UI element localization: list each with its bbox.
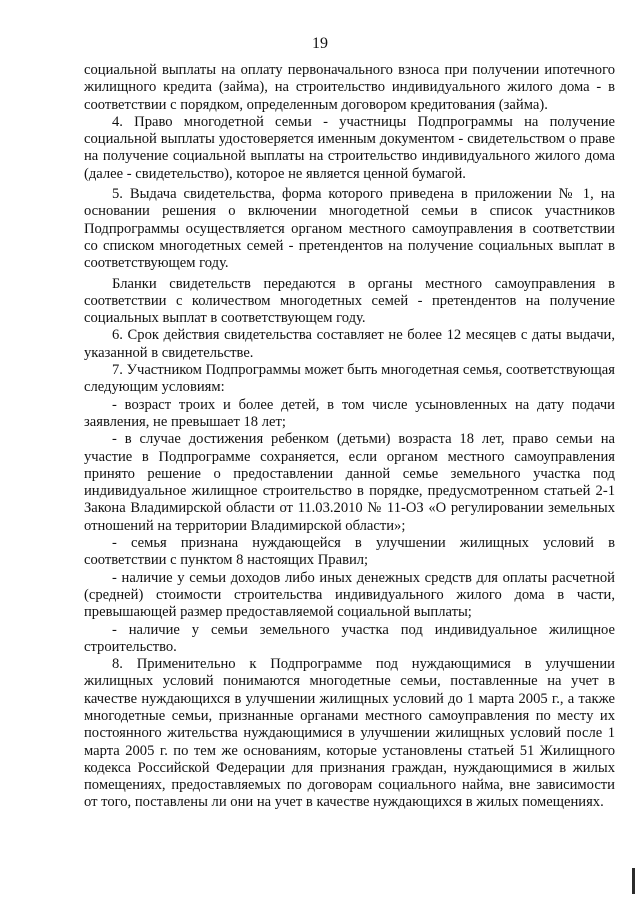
paragraph-item-5: 5. Выдача свидетельства, форма которого приведена в приложении № 1, на основании решения о включении многодетной семьи в список участников Подпрограммы осуществляется органом местного самоуправления в соответствии со списком многодетных семей - претендентов на получение социальных выплат в соответствующем году. [84, 186, 615, 272]
list-item-income: - наличие у семьи доходов либо иных денежных средств для оплаты расчетной (средней) стоимости строительства индивидуального жилого дома в части, превышающей размер предоставляемой социальной выплаты; [84, 569, 615, 621]
document-body [84, 62, 615, 812]
paragraph-item-8: 8. Применительно к Подпрограмме под нуждающимися в улучшении жилищных условий понимаются многодетные семьи, поставленные на учет в качестве нуждающихся в улучшении жилищных условий до 1 марта 2005 г., а также многодетные семьи, признанные органами местного самоуправления по месту их постоянного жительства нуждающимися в улучшении жилищных условий после 1 марта 2005 г. по тем же основаниям, которые установлены статьей 51 Жилищного кодекса Российской Федерации для признания граждан, нуждающимися в жилых помещениях, предоставляемых по договорам социального найма, вне зависимости от того, поставлены ли они на учет в качестве нуждающихся в жилых помещениях. [84, 656, 615, 811]
paragraph-item-7: 7. Участником Подпрограммы может быть многодетная семья, соответствующая следующим условиям: [84, 362, 615, 396]
paragraph-continuation: социальной выплаты на оплату первоначального взноса при получении ипотечного жилищного кредита (займа), на строительство индивидуального жилого дома - в соответствии с порядком, определенным договором кредитования (займа). [84, 62, 615, 113]
paragraph-item-6: 6. Срок действия свидетельства составляет не более 12 месяцев с даты выдачи, указанной в свидетельстве. [84, 327, 615, 361]
paragraph-blanks: Бланки свидетельств передаются в органы местного самоуправления в соответствии с количеством многодетных семей - претендентов на получение социальных выплат в соответствующем году. [84, 275, 615, 327]
scan-edge-mark [632, 868, 635, 894]
list-item-land-plot: - наличие у семьи земельного участка под индивидуальное жилищное строительство. [84, 621, 615, 655]
page-number: 19 [312, 35, 328, 52]
list-item-adult-children: - в случае достижения ребенком (детьми) возраста 18 лет, право семьи на участие в Подпрограмме сохраняется, если органом местного самоуправления принято решение о предоставлении данной семье земельного участка под индивидуальное жилищное строительство в порядке, предусмотренном статьей 2-1 Закона Владимирской области от 11.03.2010 № 11-ОЗ «О регулировании земельных отношений на территории Владимирской области»; [84, 431, 615, 534]
list-item-age: - возраст троих и более детей, в том числе усыновленных на дату подачи заявления, не превышает 18 лет; [84, 396, 615, 430]
paragraph-item-4: 4. Право многодетной семьи - участницы Подпрограммы на получение социальной выплаты удостоверяется именным документом - свидетельством о праве на получение социальной выплаты на строительство индивидуального жилого дома (далее - свидетельство), которое не является ценной бумагой. [84, 113, 615, 182]
list-item-needs-housing: - семья признана нуждающейся в улучшении жилищных условий в соответствии с пунктом 8 настоящих Правил; [84, 535, 615, 569]
